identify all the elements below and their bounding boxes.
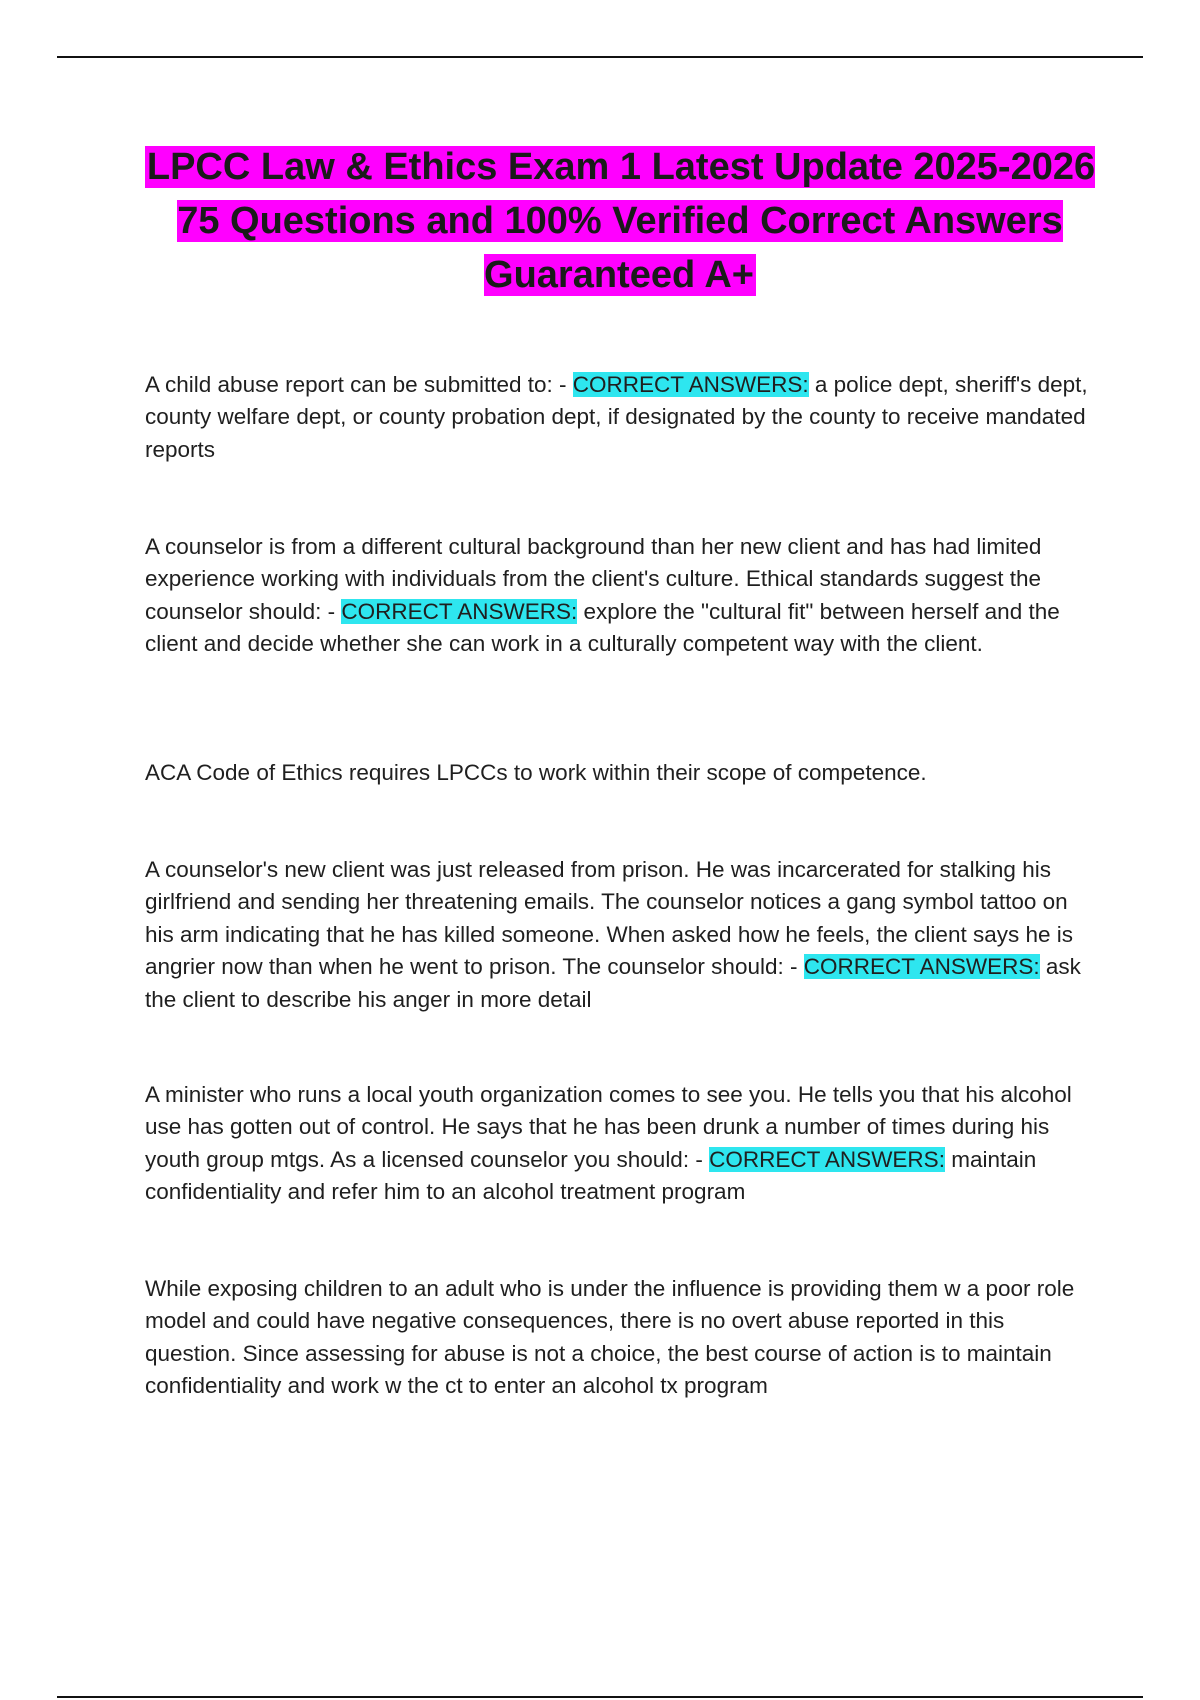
answer-text: ask the client to describe his anger in more detail	[145, 954, 1081, 1012]
question-text: A counselor's new client was just released from prison. He was incarcerated for stalking his girlfriend and sending her threatening emails. The counselor notices a gang symbol tattoo on his arm indicating that he has killed someone. When asked how he feels, the client says he is angrier now than when he went to prison. The counselor should: -	[145, 857, 1074, 980]
qa-item-released-client	[145, 854, 1090, 1016]
question-text: A minister who runs a local youth organization comes to see you. He tells you that his alcohol use has gotten out of control. He says that he has been drunk a number of times during his youth group mtgs. As a licensed counselor you should: -	[145, 1082, 1072, 1172]
question-text: A child abuse report can be submitted to: -	[145, 372, 573, 397]
answer-text: a police dept, sheriff's dept, county welfare dept, or county probation dept, if designated by the county to receive mandated reports	[145, 372, 1088, 462]
document-title	[140, 140, 1100, 302]
rationale-note-scope-of-competence: ACA Code of Ethics requires LPCCs to work within their scope of competence.	[145, 760, 927, 785]
answer-text: explore the "cultural fit" between herself and the client and decide whether she can work in a culturally competent way with the client.	[145, 598, 1060, 657]
page-bottom-rule	[57, 1696, 1143, 1698]
rationale-note-confidentiality: While exposing children to an adult who is under the influence is providing them w a poor role model and could have negative consequences, there is no overt abuse reported in this question. Since assessing for abuse is not a choice, the best course of action is to maintain confidentiality and work w the ct to enter an alcohol tx program	[145, 1276, 1075, 1399]
correct-answers-tag: CORRECT ANSWERS:	[341, 598, 578, 624]
title-highlight: LPCC Law & Ethics Exam 1 Latest Update 2025-2026 75 Questions and 100% Verified Correct Answers Guaranteed A+	[146, 146, 1096, 296]
question-text: A counselor is from a different cultural background than her new client and has had limited experience working with individuals from the client's culture. Ethical standards suggest the counselor should: -	[145, 534, 1042, 624]
correct-answers-tag: CORRECT ANSWERS:	[572, 372, 809, 397]
qa-item-cultural-fit	[145, 531, 1090, 661]
correct-answers-tag: CORRECT ANSWERS:	[709, 1146, 945, 1172]
page-top-rule	[57, 56, 1143, 58]
answer-text: maintain confidentiality and refer him to an alcohol treatment program	[145, 1146, 1037, 1205]
qa-item-minister-alcohol	[145, 1079, 1090, 1209]
qa-item-child-abuse-report	[145, 369, 1090, 466]
correct-answers-tag: CORRECT ANSWERS:	[803, 954, 1040, 980]
